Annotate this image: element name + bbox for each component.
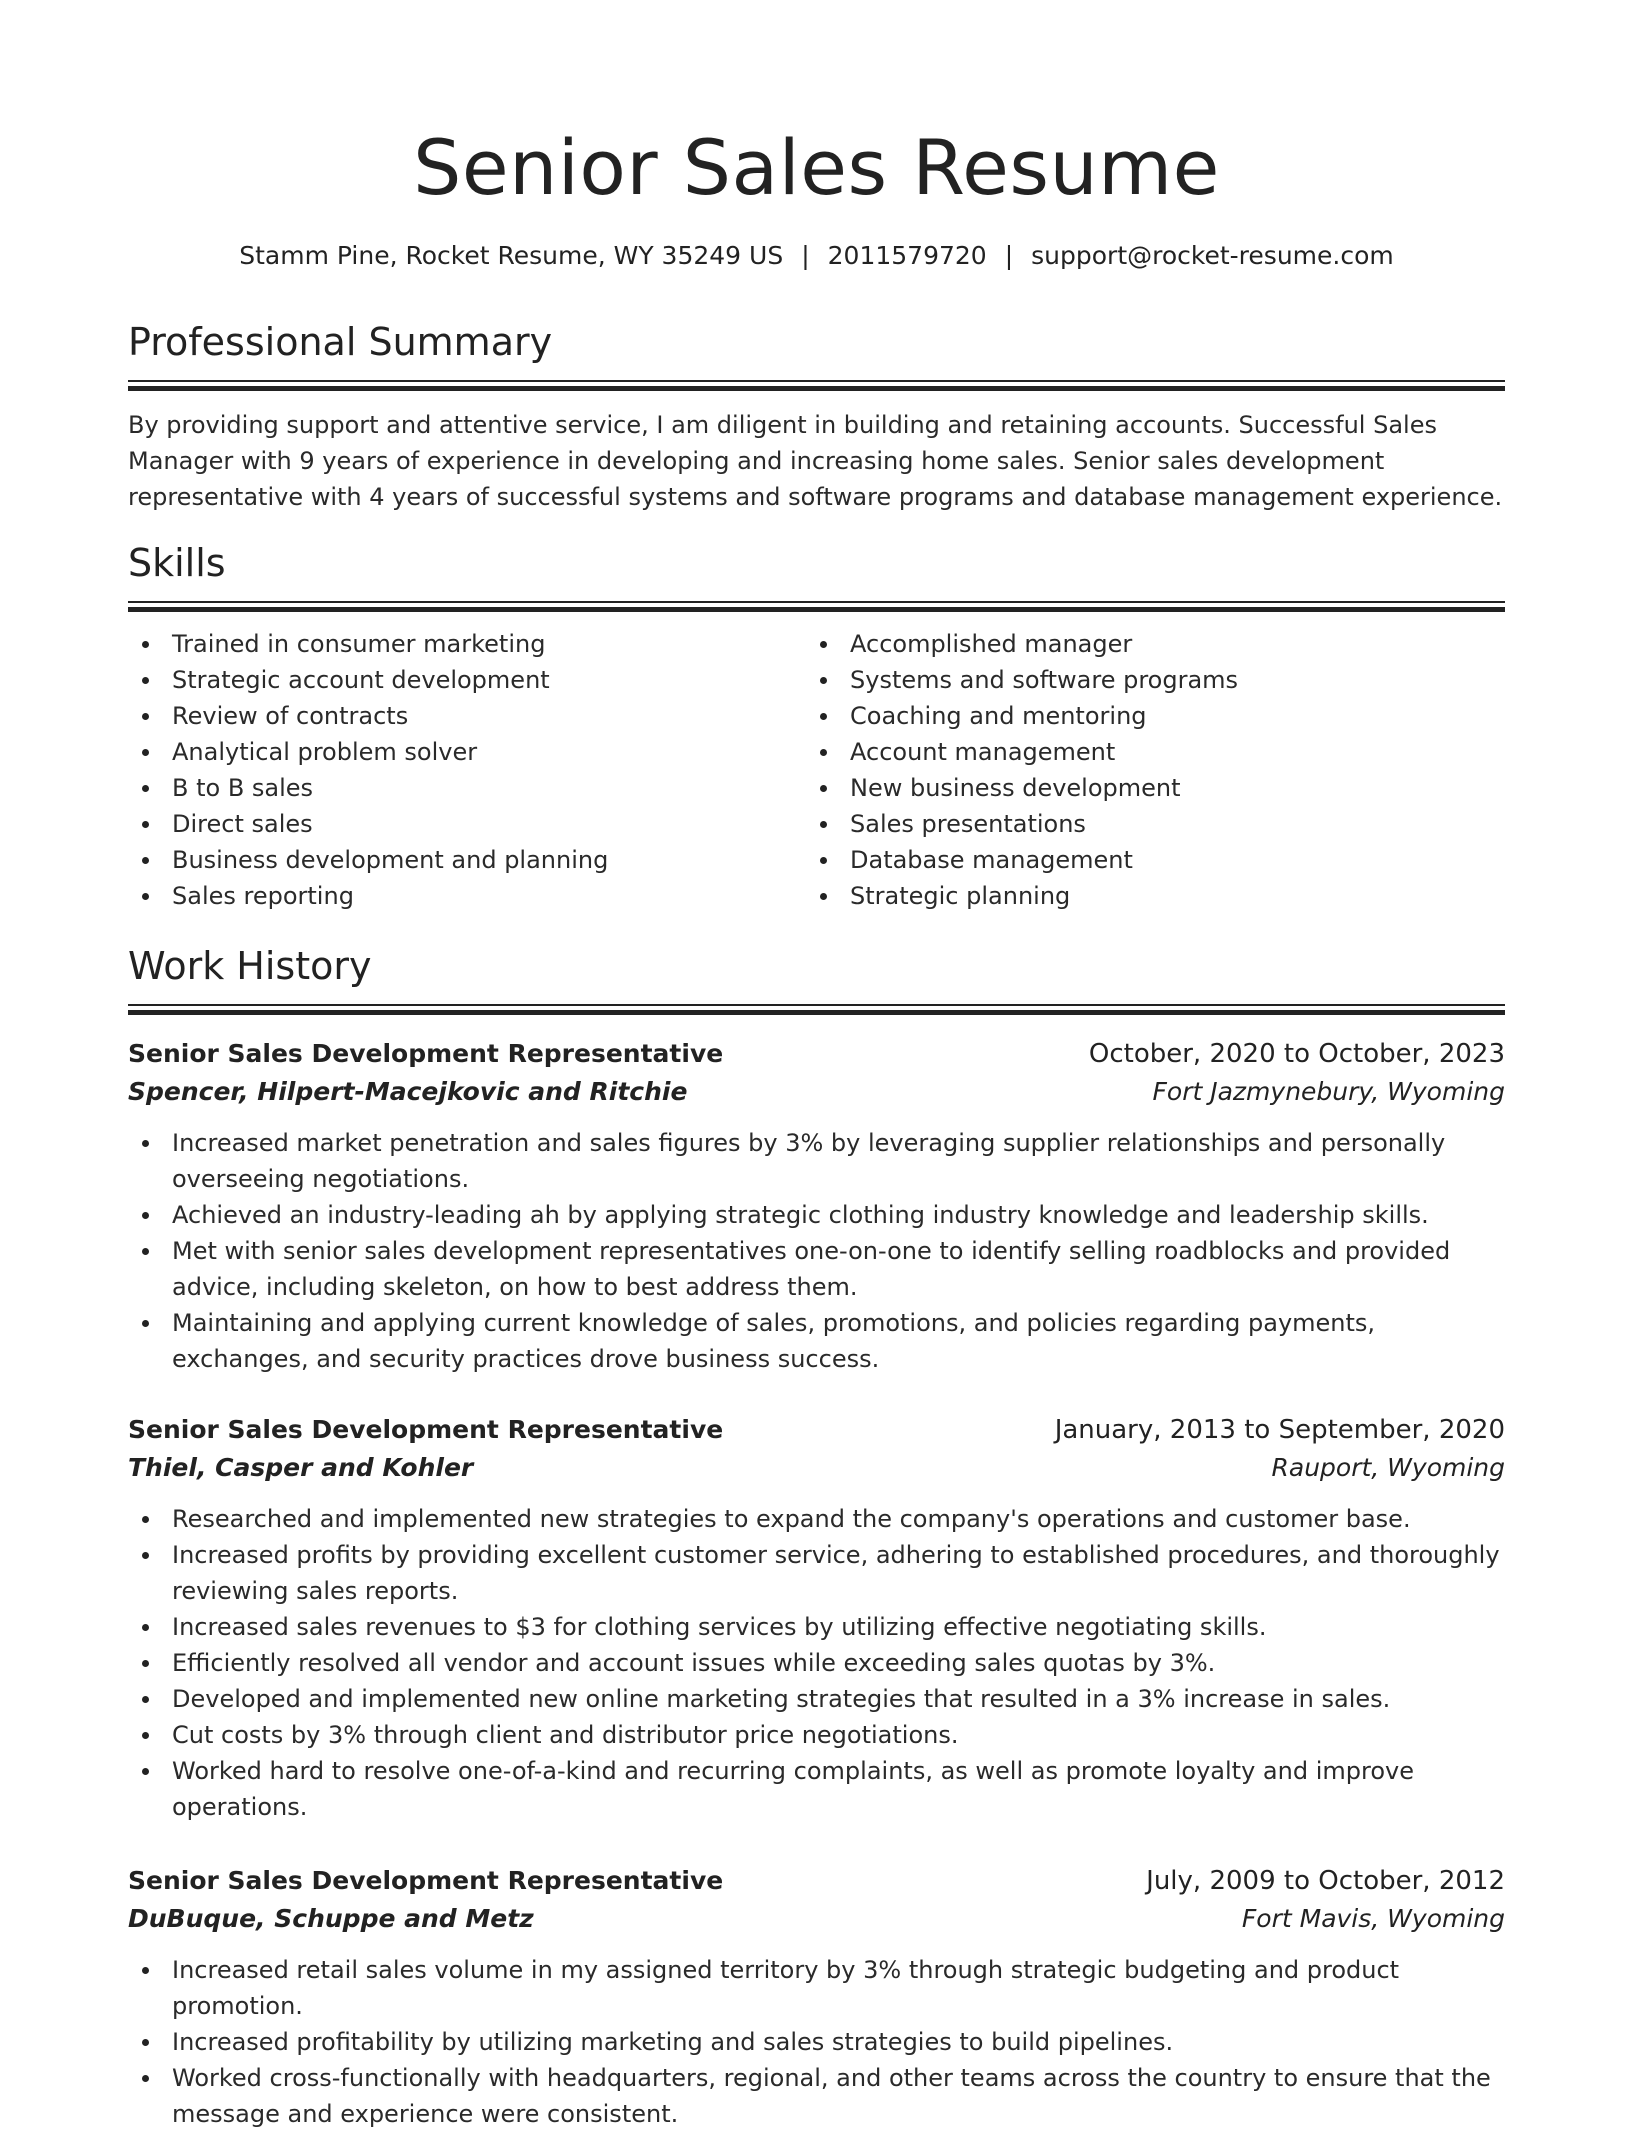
job-location: Fort Jazmynebury, Wyoming — [1152, 1077, 1505, 1106]
resume-title: Senior Sales Resume — [413, 123, 1220, 212]
section-divider — [128, 601, 1505, 612]
job-title: Senior Sales Development Representative — [128, 1866, 724, 1895]
job-dates: January, 2013 to September, 2020 — [1054, 1415, 1505, 1445]
section-title-work: Work History — [128, 944, 372, 988]
section-divider — [128, 1004, 1505, 1015]
job-bullet: Developed and implemented new online marketing strategies that resulted in a 3% increase in sales. — [128, 1681, 1505, 1717]
section-divider — [128, 380, 1505, 391]
job-dates: July, 2009 to October, 2012 — [1146, 1866, 1505, 1896]
skill-item: Systems and software programs — [806, 662, 1484, 698]
job-company: DuBuque, Schuppe and Metz — [128, 1904, 534, 1933]
job-bullets — [128, 1952, 1505, 2132]
job-dates: October, 2020 to October, 2023 — [1088, 1039, 1505, 1069]
skill-item: Sales reporting — [128, 878, 806, 914]
skill-item: Strategic account development — [128, 662, 806, 698]
contact-separator: | — [1004, 241, 1014, 270]
skill-item: Business development and planning — [128, 842, 806, 878]
skill-item: Direct sales — [128, 806, 806, 842]
summary-section — [128, 316, 1505, 515]
summary-text: By providing support and attentive service, I am diligent in building and retaining accounts. Successful Sales Manager with 9 years of experience in developing and increasing home sales. Senior sales development representative with 4 years of successful systems and software programs and database management experience. — [128, 411, 1503, 511]
job-entry — [128, 1411, 1505, 1825]
skill-item: Review of contracts — [128, 698, 806, 734]
job-bullet: Increased sales revenues to $3 for clothing services by utilizing effective negotiating skills. — [128, 1609, 1505, 1645]
job-location: Rauport, Wyoming — [1271, 1453, 1505, 1482]
job-bullets — [128, 1501, 1505, 1825]
skill-item: Analytical problem solver — [128, 734, 806, 770]
job-bullet: Increased market penetration and sales figures by 3% by leveraging supplier relationships and personally overseeing negotiations. — [128, 1125, 1505, 1197]
skill-item: Database management — [806, 842, 1484, 878]
skill-item: Coaching and mentoring — [806, 698, 1484, 734]
job-bullet: Cut costs by 3% through client and distributor price negotiations. — [128, 1717, 1505, 1753]
skills-columns — [128, 626, 1505, 914]
section-title-summary: Professional Summary — [128, 320, 553, 364]
job-bullets — [128, 1125, 1505, 1377]
job-title: Senior Sales Development Representative — [128, 1039, 724, 1068]
skill-item: Trained in consumer marketing — [128, 626, 806, 662]
job-company: Thiel, Casper and Kohler — [128, 1453, 474, 1482]
job-title: Senior Sales Development Representative — [128, 1415, 724, 1444]
skills-list-right — [806, 626, 1484, 914]
skill-item: Sales presentations — [806, 806, 1484, 842]
skill-item: Strategic planning — [806, 878, 1484, 914]
contact-email: support@rocket-resume.com — [1031, 241, 1394, 270]
section-title-skills: Skills — [128, 541, 226, 585]
job-bullet: Worked cross-functionally with headquarters, regional, and other teams across the country to ensure that the message and experience were consistent. — [128, 2060, 1505, 2132]
job-entry — [128, 1862, 1505, 2132]
work-section — [128, 940, 1505, 1015]
contact-phone: 2011579720 — [827, 241, 987, 270]
job-bullet: Maintaining and applying current knowledge of sales, promotions, and policies regarding payments, exchanges, and security practices drove business success. — [128, 1305, 1505, 1377]
job-bullet: Achieved an industry-leading ah by applying strategic clothing industry knowledge and leadership skills. — [128, 1197, 1505, 1233]
job-location: Fort Mavis, Wyoming — [1241, 1904, 1505, 1933]
job-bullet: Increased profits by providing excellent customer service, adhering to established procedures, and thoroughly reviewing sales reports. — [128, 1537, 1505, 1609]
skill-item: New business development — [806, 770, 1484, 806]
job-entry — [128, 1035, 1505, 1377]
skills-section — [128, 537, 1505, 914]
job-bullet: Increased retail sales volume in my assigned territory by 3% through strategic budgeting and product promotion. — [128, 1952, 1505, 2024]
skill-item: Accomplished manager — [806, 626, 1484, 662]
contact-separator: | — [801, 241, 810, 270]
job-bullet: Increased profitability by utilizing marketing and sales strategies to build pipelines. — [128, 2024, 1505, 2060]
skills-list-left — [128, 626, 806, 914]
job-bullet: Worked hard to resolve one-of-a-kind and recurring complaints, as well as promote loyalty and improve operations. — [128, 1753, 1505, 1825]
job-bullet: Met with senior sales development representatives one-on-one to identify selling roadblocks and provided advice, including skeleton, on how to best address them. — [128, 1233, 1505, 1305]
job-company: Spencer, Hilpert-Macejkovic and Ritchie — [128, 1077, 688, 1106]
skill-item: B to B sales — [128, 770, 806, 806]
contact-line — [128, 238, 1505, 274]
skill-item: Account management — [806, 734, 1484, 770]
job-bullet: Efficiently resolved all vendor and account issues while exceeding sales quotas by 3%. — [128, 1645, 1505, 1681]
job-bullet: Researched and implemented new strategies to expand the company's operations and customer base. — [128, 1501, 1505, 1537]
contact-address: Stamm Pine, Rocket Resume, WY 35249 US — [239, 241, 784, 270]
